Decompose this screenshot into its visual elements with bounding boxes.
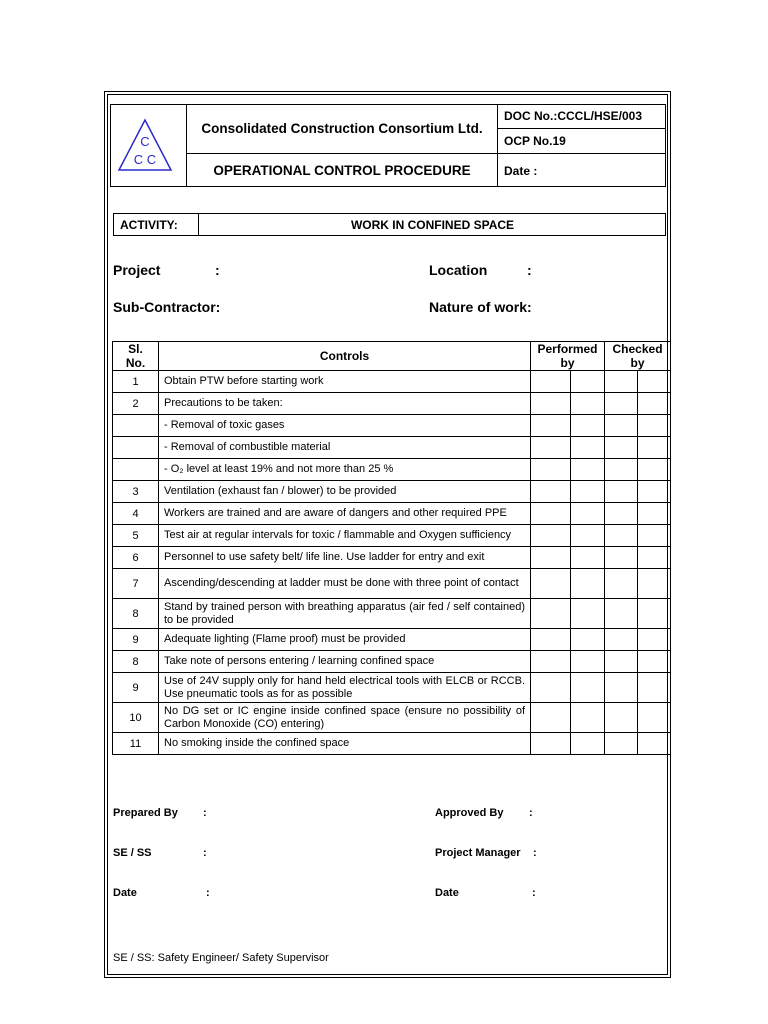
checked-by-cell[interactable] xyxy=(605,393,638,415)
performed-by-cell[interactable] xyxy=(531,733,571,755)
row-control-text: Ventilation (exhaust fan / blower) to be provided xyxy=(159,481,531,503)
row-sl-no xyxy=(113,459,159,481)
row-sl-no: 10 xyxy=(113,703,159,733)
performed-by-cell[interactable] xyxy=(531,547,571,569)
performed-by-cell[interactable] xyxy=(571,415,605,437)
row-control-text: Workers are trained and are aware of dangers and other required PPE xyxy=(159,503,531,525)
company-logo xyxy=(117,118,173,172)
controls-header: Controls xyxy=(159,342,531,371)
performed-by-header: Performed by xyxy=(531,342,605,371)
table-row xyxy=(113,547,671,569)
checked-by-cell[interactable] xyxy=(605,599,638,629)
performed-by-cell[interactable] xyxy=(531,371,571,393)
nature-of-work-label: Nature of work: xyxy=(429,299,532,315)
checked-by-cell[interactable] xyxy=(638,703,671,733)
performed-by-cell[interactable] xyxy=(571,703,605,733)
checked-by-header: Checked by xyxy=(605,342,671,371)
checked-by-cell[interactable] xyxy=(605,437,638,459)
row-control-text: - O₂ level at least 19% and not more than 25 % xyxy=(159,459,531,481)
row-control-text: Adequate lighting (Flame proof) must be provided xyxy=(159,629,531,651)
checked-by-cell[interactable] xyxy=(605,459,638,481)
checked-by-cell[interactable] xyxy=(638,503,671,525)
checked-by-cell[interactable] xyxy=(638,525,671,547)
checked-by-cell[interactable] xyxy=(605,503,638,525)
footnote: SE / SS: Safety Engineer/ Safety Supervisor xyxy=(113,952,329,964)
performed-by-cell[interactable] xyxy=(531,459,571,481)
project-colon: : xyxy=(215,262,220,278)
checked-by-cell[interactable] xyxy=(605,629,638,651)
performed-by-cell[interactable] xyxy=(571,525,605,547)
prepared-by-label: Prepared By xyxy=(113,807,178,819)
performed-by-cell[interactable] xyxy=(531,629,571,651)
checked-by-cell[interactable] xyxy=(638,569,671,599)
performed-by-cell[interactable] xyxy=(531,393,571,415)
date-left-colon: : xyxy=(206,887,210,899)
row-sl-no: 11 xyxy=(113,733,159,755)
performed-by-cell[interactable] xyxy=(571,569,605,599)
table-row xyxy=(113,393,671,415)
table-row xyxy=(113,371,671,393)
checked-by-cell[interactable] xyxy=(638,459,671,481)
doc-number: DOC No.:CCCL/HSE/003 xyxy=(504,109,643,123)
performed-by-cell[interactable] xyxy=(531,437,571,459)
subcontractor-label: Sub-Contractor: xyxy=(113,299,221,315)
table-row xyxy=(113,481,671,503)
ocp-number: OCP No.19 xyxy=(504,134,566,148)
performed-by-cell[interactable] xyxy=(571,733,605,755)
performed-by-cell[interactable] xyxy=(531,481,571,503)
location-label: Location xyxy=(429,262,488,278)
performed-by-cell[interactable] xyxy=(571,481,605,503)
performed-by-cell[interactable] xyxy=(571,503,605,525)
row-control-text: - Removal of combustible material xyxy=(159,437,531,459)
performed-by-cell[interactable] xyxy=(531,525,571,547)
checked-by-cell[interactable] xyxy=(638,629,671,651)
row-control-text: Obtain PTW before starting work xyxy=(159,371,531,393)
checked-by-cell[interactable] xyxy=(605,569,638,599)
performed-by-cell[interactable] xyxy=(571,651,605,673)
activity-value: WORK IN CONFINED SPACE xyxy=(350,217,515,232)
approved-by-colon: : xyxy=(529,807,533,819)
sl-no-header: Sl. No. xyxy=(113,342,159,371)
prepared-by-colon: : xyxy=(203,807,207,819)
performed-by-cell[interactable] xyxy=(571,437,605,459)
performed-by-cell[interactable] xyxy=(571,393,605,415)
row-sl-no xyxy=(113,437,159,459)
logo-letter-top: C xyxy=(140,134,150,149)
row-sl-no: 9 xyxy=(113,673,159,703)
table-row xyxy=(113,503,671,525)
row-sl-no: 3 xyxy=(113,481,159,503)
row-control-text: - Removal of toxic gases xyxy=(159,415,531,437)
checked-by-cell[interactable] xyxy=(638,599,671,629)
performed-by-cell[interactable] xyxy=(531,503,571,525)
row-sl-no: 1 xyxy=(113,371,159,393)
checked-by-cell[interactable] xyxy=(605,733,638,755)
checked-by-cell[interactable] xyxy=(638,547,671,569)
row-control-text: Use of 24V supply only for hand held electrical tools with ELCB or RCCB. Use pneumatic tools as for as possible xyxy=(159,673,531,703)
table-header-row xyxy=(113,342,671,371)
table-row xyxy=(113,459,671,481)
checked-by-cell[interactable] xyxy=(605,415,638,437)
checked-by-cell[interactable] xyxy=(638,673,671,703)
performed-by-cell[interactable] xyxy=(531,651,571,673)
row-sl-no: 5 xyxy=(113,525,159,547)
controls-table xyxy=(112,341,671,755)
row-control-text: No DG set or IC engine inside confined space (ensure no possibility of Carbon Monoxide (CO) entering) xyxy=(159,703,531,733)
row-control-text: Personnel to use safety belt/ life line. Use ladder for entry and exit xyxy=(159,547,531,569)
checked-by-cell[interactable] xyxy=(605,525,638,547)
company-name: Consolidated Construction Consortium Ltd. xyxy=(201,121,483,136)
checked-by-cell[interactable] xyxy=(605,481,638,503)
checked-by-cell[interactable] xyxy=(605,651,638,673)
performed-by-cell[interactable] xyxy=(571,547,605,569)
performed-by-cell[interactable] xyxy=(531,415,571,437)
row-control-text: Precautions to be taken: xyxy=(159,393,531,415)
project-manager-label: Project Manager xyxy=(435,847,521,859)
table-row xyxy=(113,569,671,599)
se-ss-label: SE / SS xyxy=(113,847,152,859)
checked-by-cell[interactable] xyxy=(638,481,671,503)
table-row xyxy=(113,599,671,629)
performed-by-cell[interactable] xyxy=(571,629,605,651)
row-sl-no: 8 xyxy=(113,599,159,629)
table-row xyxy=(113,673,671,703)
checked-by-cell[interactable] xyxy=(605,703,638,733)
row-control-text: Stand by trained person with breathing apparatus (air fed / self contained) to be provided xyxy=(159,599,531,629)
row-sl-no: 9 xyxy=(113,629,159,651)
checked-by-cell[interactable] xyxy=(638,651,671,673)
se-ss-colon: : xyxy=(203,847,207,859)
table-row xyxy=(113,629,671,651)
project-label: Project xyxy=(113,262,161,278)
table-row xyxy=(113,651,671,673)
row-sl-no xyxy=(113,415,159,437)
performed-by-cell[interactable] xyxy=(531,569,571,599)
checked-by-cell[interactable] xyxy=(638,393,671,415)
performed-by-cell[interactable] xyxy=(531,673,571,703)
document-title: OPERATIONAL CONTROL PROCEDURE xyxy=(213,163,471,178)
performed-by-cell[interactable] xyxy=(531,703,571,733)
table-row xyxy=(113,733,671,755)
performed-by-cell[interactable] xyxy=(531,599,571,629)
checked-by-cell[interactable] xyxy=(638,415,671,437)
logo-letters-bottom: C C xyxy=(133,152,157,167)
checked-by-cell[interactable] xyxy=(605,673,638,703)
checked-by-cell[interactable] xyxy=(605,371,638,393)
performed-by-cell[interactable] xyxy=(571,673,605,703)
checked-by-cell[interactable] xyxy=(638,437,671,459)
checked-by-cell[interactable] xyxy=(605,547,638,569)
table-row xyxy=(113,415,671,437)
row-sl-no: 2 xyxy=(113,393,159,415)
table-row xyxy=(113,525,671,547)
row-sl-no: 6 xyxy=(113,547,159,569)
approved-by-label: Approved By xyxy=(435,807,504,819)
table-row xyxy=(113,703,671,733)
performed-by-cell[interactable] xyxy=(571,459,605,481)
date-right-label: Date xyxy=(435,887,459,899)
row-control-text: No smoking inside the confined space xyxy=(159,733,531,755)
row-control-text: Take note of persons entering / learning confined space xyxy=(159,651,531,673)
checked-by-cell[interactable] xyxy=(638,371,671,393)
date-field[interactable]: Date : xyxy=(504,163,538,178)
table-row xyxy=(113,437,671,459)
checked-by-cell[interactable] xyxy=(638,733,671,755)
row-sl-no: 4 xyxy=(113,503,159,525)
activity-label: ACTIVITY: xyxy=(120,217,178,232)
row-control-text: Test air at regular intervals for toxic / flammable and Oxygen sufficiency xyxy=(159,525,531,547)
row-control-text: Ascending/descending at ladder must be done with three point of contact xyxy=(159,569,531,599)
row-sl-no: 7 xyxy=(113,569,159,599)
location-colon: : xyxy=(527,262,532,278)
performed-by-cell[interactable] xyxy=(571,371,605,393)
date-right-colon: : xyxy=(532,887,536,899)
row-sl-no: 8 xyxy=(113,651,159,673)
date-left-label: Date xyxy=(113,887,137,899)
performed-by-cell[interactable] xyxy=(571,599,605,629)
project-manager-colon: : xyxy=(533,847,537,859)
